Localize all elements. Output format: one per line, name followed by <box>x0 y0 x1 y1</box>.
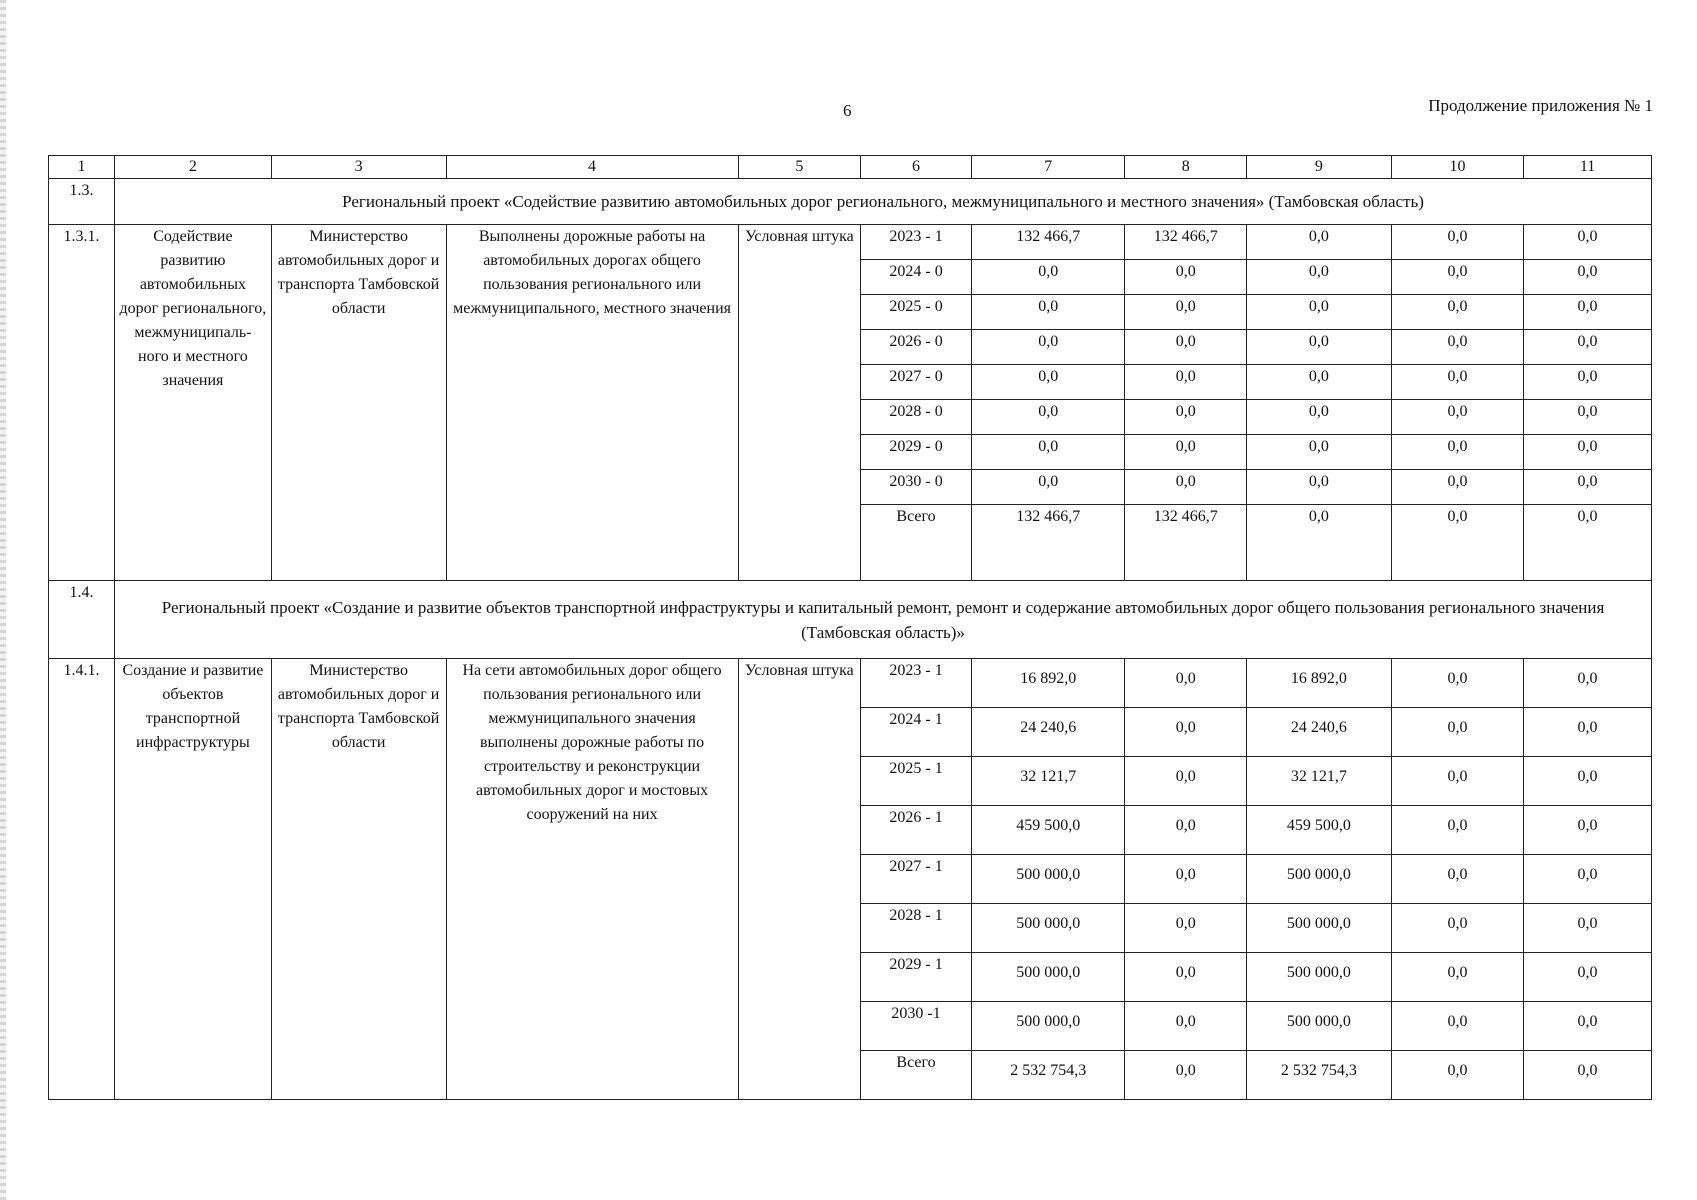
scan-edge <box>0 0 6 1200</box>
amount-c11: 0,0 <box>1524 365 1652 400</box>
amount-c9: 0,0 <box>1246 295 1391 330</box>
amount-c11: 0,0 <box>1524 855 1652 904</box>
page-number: 6 <box>843 101 852 120</box>
column-number: 4 <box>446 156 738 179</box>
amount-c8: 0,0 <box>1125 435 1247 470</box>
section-row <box>49 581 1652 659</box>
column-number: 5 <box>738 156 861 179</box>
amount-c11: 0,0 <box>1524 659 1652 708</box>
column-number: 6 <box>861 156 972 179</box>
amount-c8: 0,0 <box>1125 806 1247 855</box>
amount-c8: 0,0 <box>1125 757 1247 806</box>
amount-c10: 0,0 <box>1391 330 1523 365</box>
year-value: 2026 - 0 <box>861 330 972 365</box>
amount-c8: 0,0 <box>1125 855 1247 904</box>
total-c8: 0,0 <box>1125 1051 1247 1100</box>
year-value: 2025 - 0 <box>861 295 972 330</box>
result-description: Выполнены дорожные работы на автомобильных дорогах общего пользования регионального или межмуниципального, местного значения <box>446 225 738 581</box>
amount-c9: 32 121,7 <box>1246 757 1391 806</box>
amount-c7: 0,0 <box>971 260 1124 295</box>
column-number: 7 <box>971 156 1124 179</box>
amount-c7: 0,0 <box>971 470 1124 505</box>
amount-c9: 0,0 <box>1246 260 1391 295</box>
year-value: 2026 - 1 <box>861 806 972 855</box>
amount-c9: 0,0 <box>1246 330 1391 365</box>
amount-c11: 0,0 <box>1524 295 1652 330</box>
year-value: 2023 - 1 <box>861 225 972 260</box>
total-c7: 132 466,7 <box>971 505 1124 581</box>
total-c8: 132 466,7 <box>1125 505 1247 581</box>
amount-c11: 0,0 <box>1524 708 1652 757</box>
amount-c9: 0,0 <box>1246 435 1391 470</box>
amount-c10: 0,0 <box>1391 400 1523 435</box>
amount-c9: 24 240,6 <box>1246 708 1391 757</box>
amount-c7: 0,0 <box>971 295 1124 330</box>
amount-c7: 500 000,0 <box>971 1002 1124 1051</box>
amount-c11: 0,0 <box>1524 953 1652 1002</box>
unit-of-measure: Условная штука <box>738 659 861 1100</box>
amount-c10: 0,0 <box>1391 435 1523 470</box>
amount-c10: 0,0 <box>1391 659 1523 708</box>
column-number: 8 <box>1125 156 1247 179</box>
amount-c7: 32 121,7 <box>971 757 1124 806</box>
amount-c9: 500 000,0 <box>1246 1002 1391 1051</box>
responsible-organization: Министерство автомобильных дорог и транспорта Тамбовской области <box>271 659 446 1100</box>
table-row <box>49 659 1652 708</box>
amount-c10: 0,0 <box>1391 708 1523 757</box>
amount-c7: 500 000,0 <box>971 904 1124 953</box>
amount-c11: 0,0 <box>1524 330 1652 365</box>
amount-c11: 0,0 <box>1524 260 1652 295</box>
amount-c11: 0,0 <box>1524 470 1652 505</box>
budget-table <box>48 155 1652 1100</box>
amount-c11: 0,0 <box>1524 904 1652 953</box>
unit-of-measure: Условная штука <box>738 225 861 581</box>
year-value: 2027 - 0 <box>861 365 972 400</box>
amount-c7: 132 466,7 <box>971 225 1124 260</box>
amount-c8: 0,0 <box>1125 470 1247 505</box>
year-value: 2029 - 1 <box>861 953 972 1002</box>
amount-c11: 0,0 <box>1524 1002 1652 1051</box>
amount-c11: 0,0 <box>1524 806 1652 855</box>
column-number: 1 <box>49 156 115 179</box>
amount-c9: 500 000,0 <box>1246 953 1391 1002</box>
year-value: 2029 - 0 <box>861 435 972 470</box>
appendix-note: Продолжение приложения № 1 <box>1428 96 1653 115</box>
amount-c10: 0,0 <box>1391 1002 1523 1051</box>
year-value: 2024 - 1 <box>861 708 972 757</box>
total-c10: 0,0 <box>1391 505 1523 581</box>
amount-c7: 459 500,0 <box>971 806 1124 855</box>
year-value: 2028 - 1 <box>861 904 972 953</box>
column-number: 10 <box>1391 156 1523 179</box>
item-code: 1.3.1. <box>49 225 115 581</box>
section-code: 1.4. <box>49 581 115 659</box>
year-value: 2023 - 1 <box>861 659 972 708</box>
amount-c8: 0,0 <box>1125 330 1247 365</box>
table-row <box>49 225 1652 260</box>
amount-c8: 0,0 <box>1125 260 1247 295</box>
amount-c7: 24 240,6 <box>971 708 1124 757</box>
amount-c8: 0,0 <box>1125 365 1247 400</box>
item-name: Содействие развитию автомобильных дорог регионального, межмуниципаль-ного и местного значения <box>115 225 272 581</box>
amount-c8: 0,0 <box>1125 1002 1247 1051</box>
result-description: На сети автомобильных дорог общего пользования регионального или межмуниципального значения выполнены дорожные работы по строительству и реконструкции автомобильных дорог и мостовых сооружений на них <box>446 659 738 1100</box>
amount-c7: 0,0 <box>971 330 1124 365</box>
year-value: 2028 - 0 <box>861 400 972 435</box>
section-row <box>49 179 1652 225</box>
total-label: Всего <box>861 505 972 581</box>
amount-c11: 0,0 <box>1524 757 1652 806</box>
total-c9: 0,0 <box>1246 505 1391 581</box>
amount-c10: 0,0 <box>1391 225 1523 260</box>
amount-c8: 132 466,7 <box>1125 225 1247 260</box>
amount-c7: 0,0 <box>971 435 1124 470</box>
table-body <box>49 156 1652 1100</box>
amount-c10: 0,0 <box>1391 295 1523 330</box>
amount-c7: 500 000,0 <box>971 855 1124 904</box>
amount-c9: 0,0 <box>1246 400 1391 435</box>
amount-c11: 0,0 <box>1524 435 1652 470</box>
amount-c9: 0,0 <box>1246 470 1391 505</box>
amount-c9: 500 000,0 <box>1246 855 1391 904</box>
amount-c10: 0,0 <box>1391 365 1523 400</box>
amount-c9: 500 000,0 <box>1246 904 1391 953</box>
amount-c11: 0,0 <box>1524 400 1652 435</box>
item-name: Создание и развитие объектов транспортной инфраструктуры <box>115 659 272 1100</box>
responsible-organization: Министерство автомобильных дорог и транспорта Тамбовской области <box>271 225 446 581</box>
amount-c7: 0,0 <box>971 365 1124 400</box>
year-value: 2030 -1 <box>861 1002 972 1051</box>
amount-c7: 500 000,0 <box>971 953 1124 1002</box>
section-code: 1.3. <box>49 179 115 225</box>
amount-c10: 0,0 <box>1391 953 1523 1002</box>
amount-c9: 0,0 <box>1246 365 1391 400</box>
amount-c10: 0,0 <box>1391 757 1523 806</box>
amount-c9: 16 892,0 <box>1246 659 1391 708</box>
amount-c7: 0,0 <box>971 400 1124 435</box>
total-c9: 2 532 754,3 <box>1246 1051 1391 1100</box>
total-label: Всего <box>861 1051 972 1100</box>
section-title: Региональный проект «Создание и развитие объектов транспортной инфраструктуры и капитальный ремонт, ремонт и содержание автомобильных дорог общего пользования регионального значения (Тамбовская область)» <box>115 581 1652 659</box>
column-number: 11 <box>1524 156 1652 179</box>
amount-c7: 16 892,0 <box>971 659 1124 708</box>
total-c10: 0,0 <box>1391 1051 1523 1100</box>
amount-c9: 0,0 <box>1246 225 1391 260</box>
amount-c10: 0,0 <box>1391 470 1523 505</box>
year-value: 2024 - 0 <box>861 260 972 295</box>
column-number: 9 <box>1246 156 1391 179</box>
section-title: Региональный проект «Содействие развитию автомобильных дорог регионального, межмуниципального и местного значения» (Тамбовская область) <box>115 179 1652 225</box>
amount-c9: 459 500,0 <box>1246 806 1391 855</box>
amount-c8: 0,0 <box>1125 708 1247 757</box>
amount-c10: 0,0 <box>1391 855 1523 904</box>
amount-c8: 0,0 <box>1125 904 1247 953</box>
column-number: 3 <box>271 156 446 179</box>
amount-c10: 0,0 <box>1391 806 1523 855</box>
amount-c11: 0,0 <box>1524 225 1652 260</box>
amount-c8: 0,0 <box>1125 953 1247 1002</box>
column-number: 2 <box>115 156 272 179</box>
amount-c8: 0,0 <box>1125 400 1247 435</box>
total-c11: 0,0 <box>1524 505 1652 581</box>
amount-c8: 0,0 <box>1125 295 1247 330</box>
total-c7: 2 532 754,3 <box>971 1051 1124 1100</box>
amount-c8: 0,0 <box>1125 659 1247 708</box>
column-number-row <box>49 156 1652 179</box>
amount-c10: 0,0 <box>1391 260 1523 295</box>
year-value: 2025 - 1 <box>861 757 972 806</box>
amount-c10: 0,0 <box>1391 904 1523 953</box>
year-value: 2030 - 0 <box>861 470 972 505</box>
total-c11: 0,0 <box>1524 1051 1652 1100</box>
item-code: 1.4.1. <box>49 659 115 1100</box>
year-value: 2027 - 1 <box>861 855 972 904</box>
